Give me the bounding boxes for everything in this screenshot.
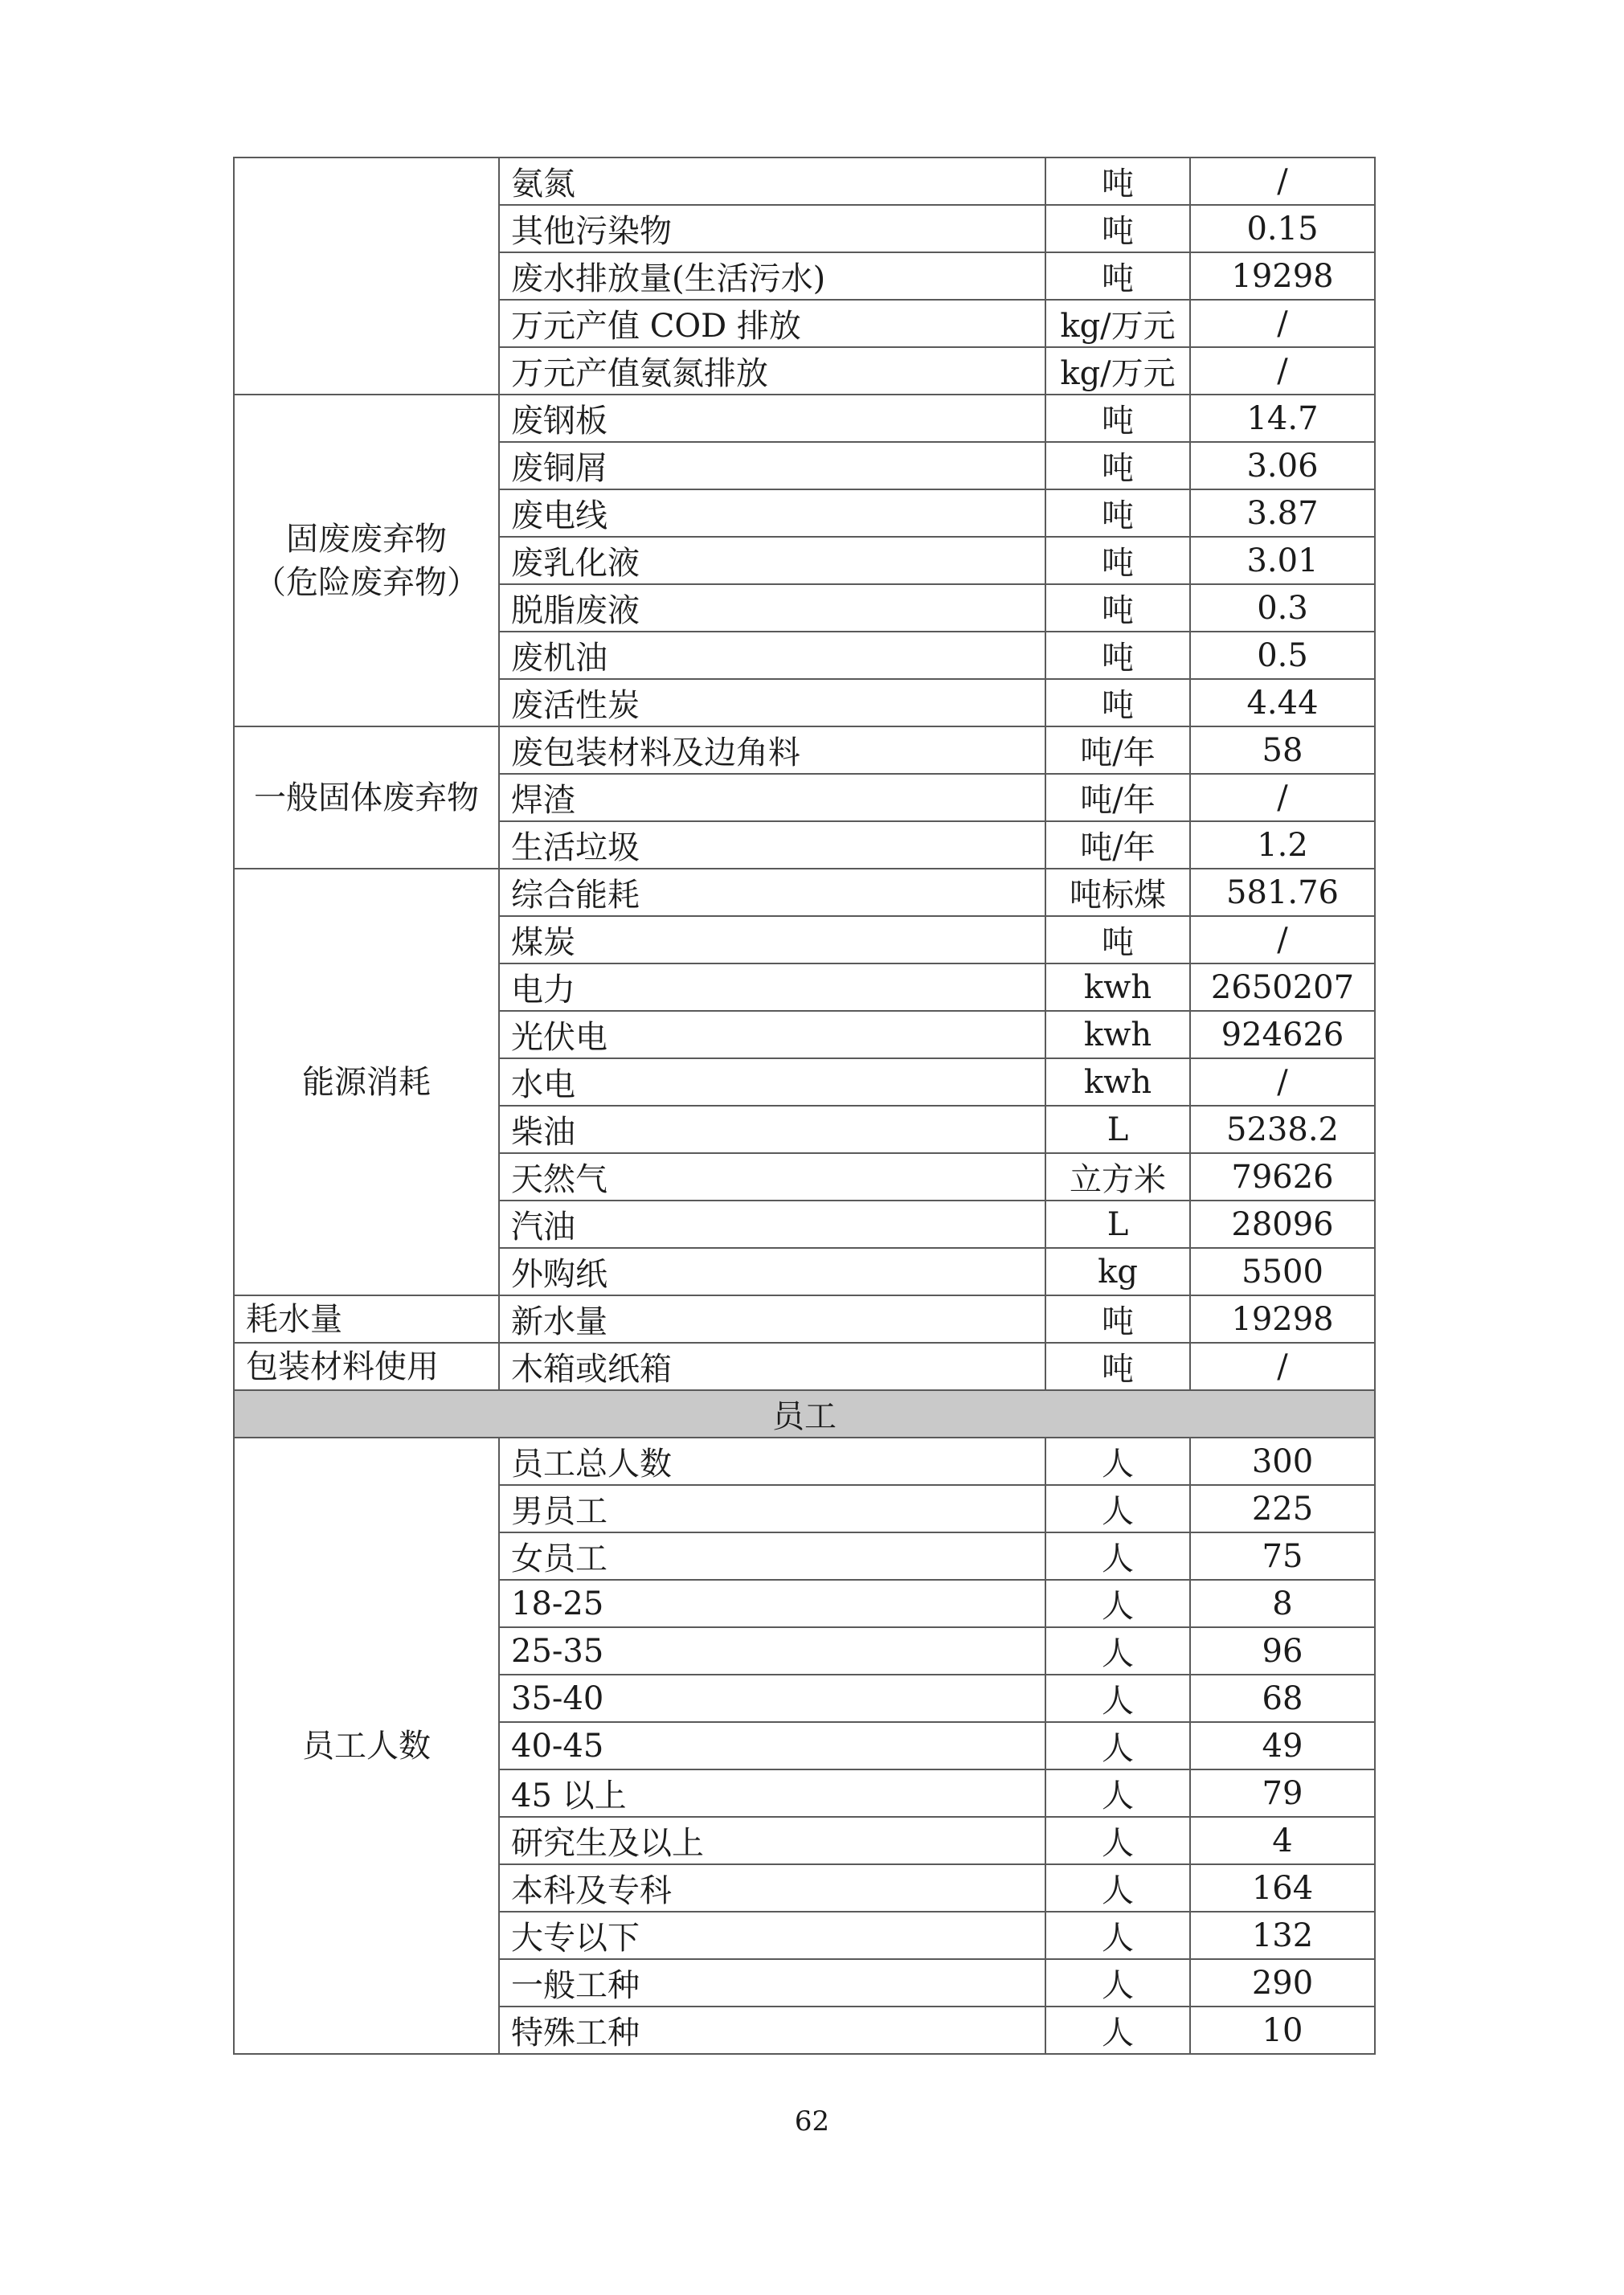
value-cell: 3.01 bbox=[1190, 537, 1375, 584]
value-cell: 58 bbox=[1190, 726, 1375, 774]
hazardous-category-cell bbox=[234, 395, 499, 726]
item-cell: 天然气 bbox=[499, 1153, 1045, 1201]
unit-cell: 吨 bbox=[1045, 537, 1190, 584]
water-category-cell: 耗水量 bbox=[234, 1295, 499, 1343]
table-row bbox=[234, 726, 1375, 774]
item-cell: 其他污染物 bbox=[499, 205, 1045, 252]
value-cell: 8 bbox=[1190, 1580, 1375, 1627]
unit-cell: 吨 bbox=[1045, 489, 1190, 537]
value-cell: 68 bbox=[1190, 1675, 1375, 1722]
value-cell: 4.44 bbox=[1190, 679, 1375, 726]
unit-cell: L bbox=[1045, 1106, 1190, 1153]
item-cell: 研究生及以上 bbox=[499, 1817, 1045, 1864]
item-cell: 45 以上 bbox=[499, 1769, 1045, 1817]
value-cell: 96 bbox=[1190, 1627, 1375, 1675]
value-cell: / bbox=[1190, 916, 1375, 963]
packaging-category-cell: 包装材料使用 bbox=[234, 1343, 499, 1390]
item-cell: 25-35 bbox=[499, 1627, 1045, 1675]
unit-cell: 吨/年 bbox=[1045, 774, 1190, 821]
value-cell: 225 bbox=[1190, 1485, 1375, 1532]
item-cell: 40-45 bbox=[499, 1722, 1045, 1769]
value-cell: 3.87 bbox=[1190, 489, 1375, 537]
unit-cell: 吨 bbox=[1045, 584, 1190, 632]
value-cell: 164 bbox=[1190, 1864, 1375, 1912]
value-cell: 28096 bbox=[1190, 1201, 1375, 1248]
value-cell: 49 bbox=[1190, 1722, 1375, 1769]
item-cell: 废钢板 bbox=[499, 395, 1045, 442]
value-cell: 5500 bbox=[1190, 1248, 1375, 1295]
unit-cell: 人 bbox=[1045, 1769, 1190, 1817]
item-cell: 新水量 bbox=[499, 1295, 1045, 1343]
unit-cell: L bbox=[1045, 1201, 1190, 1248]
item-cell: 特殊工种 bbox=[499, 2007, 1045, 2054]
item-cell: 氨氮 bbox=[499, 158, 1045, 205]
value-cell: 2650207 bbox=[1190, 963, 1375, 1011]
value-cell: 581.76 bbox=[1190, 869, 1375, 916]
value-cell: 0.5 bbox=[1190, 632, 1375, 679]
item-cell: 废电线 bbox=[499, 489, 1045, 537]
unit-cell: 人 bbox=[1045, 1438, 1190, 1485]
data-table bbox=[233, 157, 1376, 2055]
item-cell: 综合能耗 bbox=[499, 869, 1045, 916]
unit-cell: 人 bbox=[1045, 1532, 1190, 1580]
table-row bbox=[234, 1343, 1375, 1390]
unit-cell: 吨 bbox=[1045, 1295, 1190, 1343]
item-cell: 生活垃圾 bbox=[499, 821, 1045, 869]
hazardous-category-line2: （危险废弃物） bbox=[254, 563, 479, 601]
unit-cell: 吨/年 bbox=[1045, 821, 1190, 869]
unit-cell: 人 bbox=[1045, 1817, 1190, 1864]
value-cell: 924626 bbox=[1190, 1011, 1375, 1058]
unit-cell: 立方米 bbox=[1045, 1153, 1190, 1201]
unit-cell: 人 bbox=[1045, 1959, 1190, 2007]
unit-cell: 吨 bbox=[1045, 679, 1190, 726]
value-cell: 0.3 bbox=[1190, 584, 1375, 632]
item-cell: 废铜屑 bbox=[499, 442, 1045, 489]
value-cell: / bbox=[1190, 1343, 1375, 1390]
unit-cell: 吨 bbox=[1045, 395, 1190, 442]
item-cell: 35-40 bbox=[499, 1675, 1045, 1722]
value-cell: 14.7 bbox=[1190, 395, 1375, 442]
value-cell: 19298 bbox=[1190, 1295, 1375, 1343]
item-cell: 万元产值氨氮排放 bbox=[499, 347, 1045, 395]
section-header-row bbox=[234, 1390, 1375, 1438]
value-cell: 4 bbox=[1190, 1817, 1375, 1864]
value-cell: 79 bbox=[1190, 1769, 1375, 1817]
item-cell: 煤炭 bbox=[499, 916, 1045, 963]
table-row bbox=[234, 1295, 1375, 1343]
energy-category-cell: 能源消耗 bbox=[234, 869, 499, 1295]
unit-cell: 吨 bbox=[1045, 252, 1190, 300]
item-cell: 员工总人数 bbox=[499, 1438, 1045, 1485]
employee-section-title: 员工 bbox=[234, 1390, 1375, 1438]
value-cell: 5238.2 bbox=[1190, 1106, 1375, 1153]
general-waste-category-cell: 一般固体废弃物 bbox=[234, 726, 499, 869]
item-cell: 废机油 bbox=[499, 632, 1045, 679]
value-cell: / bbox=[1190, 774, 1375, 821]
value-cell: 19298 bbox=[1190, 252, 1375, 300]
item-cell: 废活性炭 bbox=[499, 679, 1045, 726]
unit-cell: 吨 bbox=[1045, 158, 1190, 205]
unit-cell: 人 bbox=[1045, 1864, 1190, 1912]
value-cell: 75 bbox=[1190, 1532, 1375, 1580]
item-cell: 焊渣 bbox=[499, 774, 1045, 821]
item-cell: 18-25 bbox=[499, 1580, 1045, 1627]
value-cell: 300 bbox=[1190, 1438, 1375, 1485]
unit-cell: 人 bbox=[1045, 1912, 1190, 1959]
table-row bbox=[234, 1438, 1375, 1485]
value-cell: 1.2 bbox=[1190, 821, 1375, 869]
table-row bbox=[234, 158, 1375, 205]
value-cell: / bbox=[1190, 347, 1375, 395]
item-cell: 柴油 bbox=[499, 1106, 1045, 1153]
unit-cell: 吨 bbox=[1045, 1343, 1190, 1390]
unit-cell: kg bbox=[1045, 1248, 1190, 1295]
unit-cell: 吨 bbox=[1045, 632, 1190, 679]
item-cell: 废水排放量(生活污水) bbox=[499, 252, 1045, 300]
unit-cell: 人 bbox=[1045, 1722, 1190, 1769]
hazardous-category-line1: 固废废弃物 bbox=[286, 520, 447, 558]
item-cell: 一般工种 bbox=[499, 1959, 1045, 2007]
unit-cell: 吨 bbox=[1045, 442, 1190, 489]
item-cell: 女员工 bbox=[499, 1532, 1045, 1580]
value-cell: / bbox=[1190, 1058, 1375, 1106]
unit-cell: 吨/年 bbox=[1045, 726, 1190, 774]
item-cell: 汽油 bbox=[499, 1201, 1045, 1248]
unit-cell: 吨标煤 bbox=[1045, 869, 1190, 916]
value-cell: 10 bbox=[1190, 2007, 1375, 2054]
item-cell: 废乳化液 bbox=[499, 537, 1045, 584]
table-row bbox=[234, 395, 1375, 442]
env-category-cell bbox=[234, 158, 499, 395]
item-cell: 大专以下 bbox=[499, 1912, 1045, 1959]
value-cell: 79626 bbox=[1190, 1153, 1375, 1201]
unit-cell: 吨 bbox=[1045, 205, 1190, 252]
unit-cell: 人 bbox=[1045, 1580, 1190, 1627]
value-cell: 0.15 bbox=[1190, 205, 1375, 252]
value-cell: / bbox=[1190, 300, 1375, 347]
item-cell: 万元产值 COD 排放 bbox=[499, 300, 1045, 347]
value-cell: 132 bbox=[1190, 1912, 1375, 1959]
unit-cell: kwh bbox=[1045, 1058, 1190, 1106]
item-cell: 本科及专科 bbox=[499, 1864, 1045, 1912]
item-cell: 废包装材料及边角料 bbox=[499, 726, 1045, 774]
employees-category-cell: 员工人数 bbox=[234, 1438, 499, 2054]
item-cell: 外购纸 bbox=[499, 1248, 1045, 1295]
item-cell: 水电 bbox=[499, 1058, 1045, 1106]
unit-cell: kwh bbox=[1045, 1011, 1190, 1058]
unit-cell: kwh bbox=[1045, 963, 1190, 1011]
unit-cell: 人 bbox=[1045, 1485, 1190, 1532]
unit-cell: 吨 bbox=[1045, 916, 1190, 963]
item-cell: 木箱或纸箱 bbox=[499, 1343, 1045, 1390]
value-cell: 290 bbox=[1190, 1959, 1375, 2007]
item-cell: 电力 bbox=[499, 963, 1045, 1011]
unit-cell: kg/万元 bbox=[1045, 347, 1190, 395]
table-row bbox=[234, 869, 1375, 916]
unit-cell: kg/万元 bbox=[1045, 300, 1190, 347]
page-number: 62 bbox=[794, 2105, 830, 2138]
item-cell: 光伏电 bbox=[499, 1011, 1045, 1058]
value-cell: / bbox=[1190, 158, 1375, 205]
unit-cell: 人 bbox=[1045, 1675, 1190, 1722]
unit-cell: 人 bbox=[1045, 1627, 1190, 1675]
unit-cell: 人 bbox=[1045, 2007, 1190, 2054]
value-cell: 3.06 bbox=[1190, 442, 1375, 489]
item-cell: 男员工 bbox=[499, 1485, 1045, 1532]
item-cell: 脱脂废液 bbox=[499, 584, 1045, 632]
